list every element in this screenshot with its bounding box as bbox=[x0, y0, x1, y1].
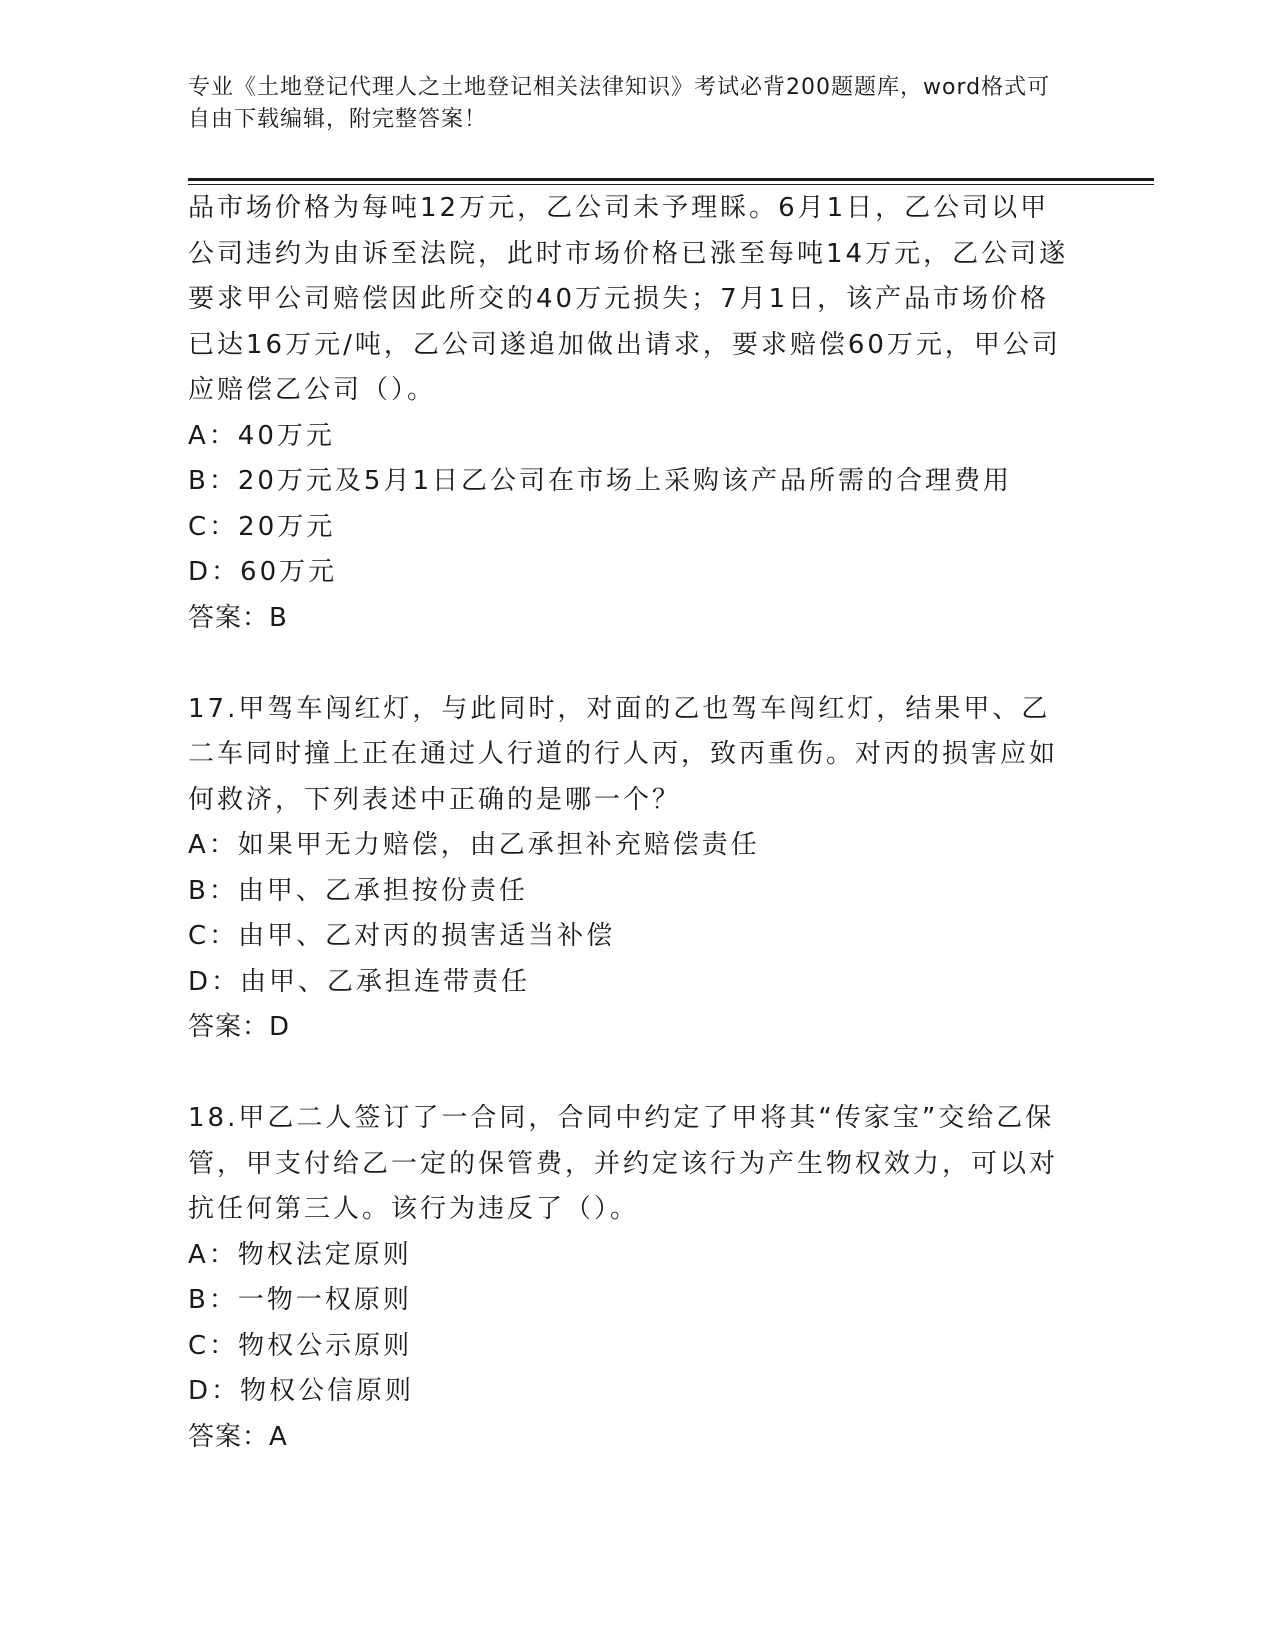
option-b: B：20万元及5月1日乙公司在市场上采购该产品所需的合理费用 bbox=[188, 466, 1013, 496]
question-17 bbox=[188, 687, 1078, 1051]
option-a: A：如果甲无力赔偿，由乙承担补充赔偿责任 bbox=[188, 830, 760, 860]
spacer bbox=[188, 641, 1078, 687]
header-divider-thick bbox=[188, 178, 1154, 181]
answer-line: 答案：D bbox=[188, 1012, 291, 1042]
option-a: A：40万元 bbox=[188, 420, 335, 451]
option-c: C：由甲、乙对丙的损害适当补偿 bbox=[188, 921, 616, 951]
option-b: B：一物一权原则 bbox=[188, 1285, 412, 1315]
option-d: D：由甲、乙承担连带责任 bbox=[188, 966, 531, 997]
option-d: D：物权公信原则 bbox=[188, 1376, 415, 1406]
spacer bbox=[188, 1051, 1078, 1097]
question-stem: 17.甲驾车闯红灯，与此同时，对面的乙也驾车闯红灯，结果甲、乙二车同时撞上正在通过人行道的行人丙，致丙重伤。对丙的损害应如何救济，下列表述中正确的是哪一个？ bbox=[188, 693, 1059, 815]
option-c: C：20万元 bbox=[188, 511, 336, 542]
document-header: 专业《土地登记代理人之土地登记相关法律知识》考试必背200题题库，word格式可自由下载编辑，附完整答案！ bbox=[188, 75, 1051, 132]
header-divider-thin bbox=[188, 184, 1154, 185]
question-stem: 品市场价格为每吨12万元，乙公司未予理睬。6月1日，乙公司以甲公司违约为由诉至法院，此时市场价格已涨至每吨14万元，乙公司遂要求甲公司赔偿因此所交的40万元损失；7月1日，该产品市场价格已达16万元/吨，乙公司遂追加做出请求，要求赔偿60万元，甲公司应赔偿乙公司（）。 bbox=[188, 193, 1069, 405]
question-18 bbox=[188, 1096, 1078, 1460]
option-a: A：物权法定原则 bbox=[188, 1239, 412, 1270]
answer-line: 答案：A bbox=[188, 1421, 288, 1452]
option-d: D：60万元 bbox=[188, 557, 338, 587]
document-body bbox=[188, 186, 1078, 1460]
question-continued bbox=[188, 186, 1078, 641]
option-b: B：由甲、乙承担按份责任 bbox=[188, 875, 528, 906]
question-stem: 18.甲乙二人签订了一合同，合同中约定了甲将其“传家宝”交给乙保管，甲支付给乙一定的保管费，并约定该行为产生物权效力，可以对抗任何第三人。该行为违反了（）。 bbox=[188, 1103, 1059, 1224]
option-c: C：物权公示原则 bbox=[188, 1330, 413, 1361]
answer-line: 答案：B bbox=[188, 602, 288, 633]
